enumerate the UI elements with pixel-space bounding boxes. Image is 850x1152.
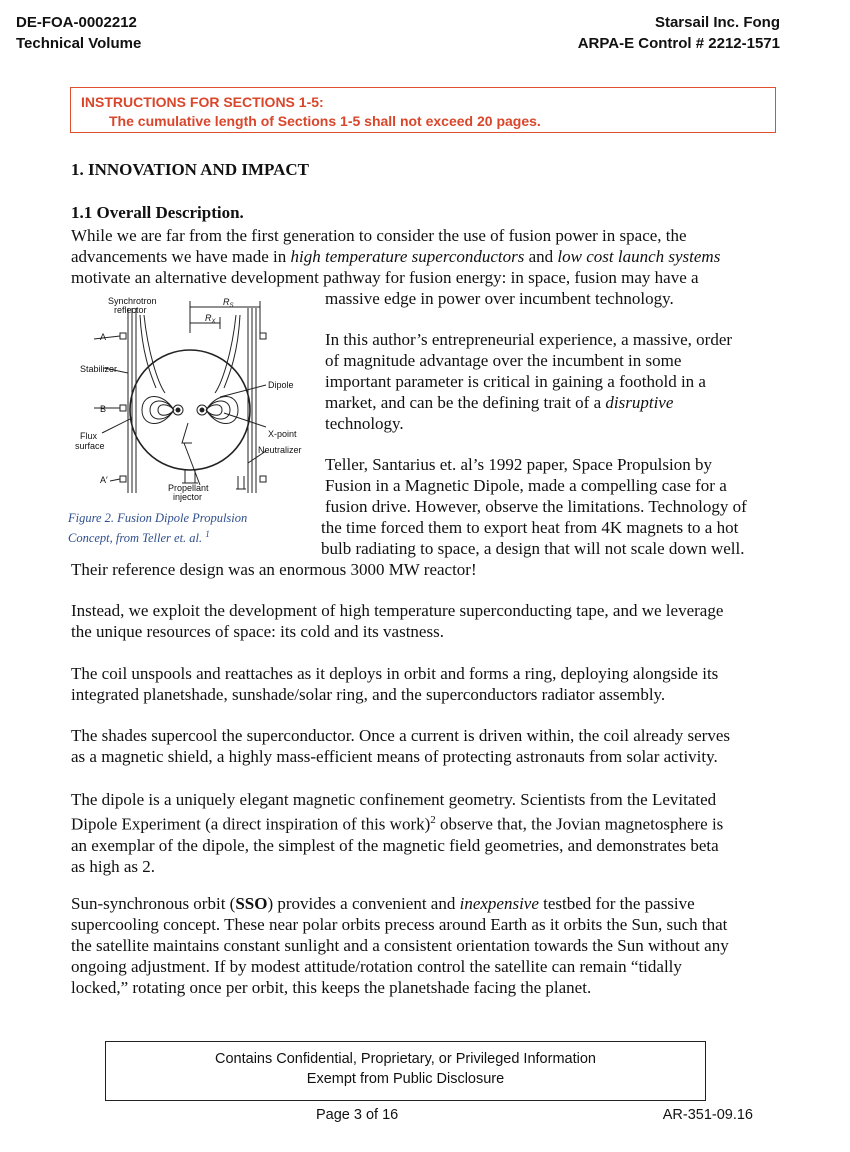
volume-title: Technical Volume	[16, 35, 142, 52]
label-surface: surface	[75, 441, 105, 451]
p1-italic: high temperature superconductors	[290, 247, 525, 266]
p8-line	[71, 893, 729, 914]
label-stabilizer: Stabilizer	[80, 364, 118, 374]
confidential-notice	[105, 1041, 706, 1101]
p8-line: locked,” rotating once per orbit, this keeps the planetshade facing the planet.	[71, 978, 592, 997]
label-xpoint: X-point	[268, 429, 297, 439]
control-number: ARPA-E Control # 2212-1571	[577, 35, 780, 52]
caption-line: Figure 2. Fusion Dipole Propulsion	[68, 511, 248, 525]
p3-line: Teller, Santarius et. al’s 1992 paper, Space Propulsion by	[325, 455, 712, 474]
subsection-heading: 1.1 Overall Description.	[71, 203, 244, 222]
header-right	[578, 12, 780, 54]
p8-line: ongoing adjustment. If by modest attitude/rotation control the satellite can remain “tidally	[71, 957, 682, 976]
section-heading: 1. INNOVATION AND IMPACT	[71, 160, 310, 179]
disclosure-line: Exempt from Public Disclosure	[306, 1071, 505, 1087]
label-rs-sub: S	[229, 303, 234, 309]
label-a: A	[100, 332, 107, 342]
instructions-box	[70, 87, 776, 133]
paragraph-2	[325, 329, 732, 434]
p6-line: The shades supercool the superconductor. Once a current is driven within, the coil already serves	[71, 726, 730, 745]
instructions-title: INSTRUCTIONS FOR SECTIONS 1-5:	[81, 94, 324, 110]
label-a-prime: A′	[100, 475, 108, 485]
p8-bold: SSO	[235, 894, 268, 913]
p1-line: massive edge in power over incumbent technology.	[325, 289, 674, 308]
label-rs-text: R	[223, 297, 230, 307]
p3-line: Their reference design was an enormous 3000 MW reactor!	[71, 560, 477, 579]
foa-number: DE-FOA-0002212	[16, 14, 137, 31]
p3-line: Fusion in a Magnetic Dipole, made a compelling case for a	[325, 476, 727, 495]
p7-footnote: 2	[430, 814, 436, 826]
coil-right-top	[260, 333, 266, 339]
p7-text: Dipole Experiment (a direct inspiration of this work)	[71, 814, 431, 834]
p2-text: market, and can be the defining trait of a	[325, 393, 606, 412]
p2-line: technology.	[325, 414, 404, 433]
coil-a	[120, 333, 126, 339]
p8-italic: inexpensive	[459, 894, 539, 913]
flux-contours-right	[206, 396, 238, 423]
label-rx-text: R	[205, 313, 212, 323]
form-code: AR-351-09.16	[662, 1107, 753, 1123]
label-neutralizer: Neutralizer	[258, 445, 302, 455]
label-injector: injector	[173, 492, 203, 502]
p7-line	[71, 810, 723, 835]
label-flux: Flux	[80, 431, 98, 441]
caption-sup: 1	[205, 529, 210, 539]
p6-line: as a magnetic shield, a highly mass-efficient means of protecting astronauts from solar activity.	[71, 747, 718, 766]
header-left	[16, 12, 141, 54]
p7-line: an exemplar of the dipole, the simplest of the magnetic field geometries, and demonstrates beta	[71, 835, 719, 855]
flux-contours-left	[142, 396, 174, 423]
p3-line: bulb radiating to space, a design that will not scale down well.	[321, 539, 745, 558]
p1-line	[71, 246, 720, 267]
p7-line: The dipole is a uniquely elegant magnetic confinement geometry. Scientists from the Levitated	[71, 790, 717, 809]
label-b: B	[100, 404, 107, 414]
p1-italic: low cost launch systems	[557, 247, 721, 266]
coil-right-bottom	[260, 476, 266, 482]
label-propellant: Propellant	[168, 483, 209, 493]
paragraph-6	[71, 725, 730, 767]
instructions-text: The cumulative length of Sections 1-5 shall not exceed 20 pages.	[109, 113, 541, 129]
p4-line: Instead, we exploit the development of high temperature superconducting tape, and we leverage	[71, 601, 724, 620]
p3-line: the time forced them to export heat from 4K magnets to a hot	[321, 518, 739, 537]
paragraph-7	[71, 789, 723, 877]
chamber-circle	[130, 350, 250, 470]
label-synchrotron: Synchrotron	[108, 296, 157, 306]
p3-line: fusion drive. However, observe the limitations. Technology of	[325, 497, 747, 516]
p5-line: integrated planetshade, sunshade/solar ring, and the superconductors radiator assembly.	[71, 685, 666, 704]
p8-text: ) provides a convenient and	[267, 894, 460, 913]
caption-line	[68, 526, 318, 546]
p2-line: of magnitude advantage over the incumbent in some	[325, 351, 682, 370]
p1-text: and	[524, 247, 558, 266]
p8-text: Sun-synchronous orbit (	[71, 894, 236, 913]
paragraph-5	[71, 663, 718, 705]
p8-text: testbed for the passive	[538, 894, 695, 913]
coil-a-prime	[120, 476, 126, 482]
label-rx-sub: X	[211, 319, 216, 325]
neutralizer	[236, 476, 246, 489]
p2-line: In this author’s entrepreneurial experience, a massive, order	[325, 330, 733, 349]
p8-line: supercooling concept. These near polar orbits precess around Earth as it orbits the Sun, such that	[71, 915, 728, 934]
paragraph-4	[71, 600, 723, 642]
figure-caption	[68, 510, 318, 546]
page-number: Page 3 of 16	[316, 1107, 399, 1123]
p7-line: as high as 2.	[71, 856, 156, 876]
p1-line: While we are far from the first generation to consider the use of fusion power in space, the	[71, 226, 687, 245]
p1-line: motivate an alternative development pathway for fusion energy: in space, fusion may have a	[71, 268, 699, 287]
paragraph-8	[71, 893, 729, 998]
dipole-figure	[70, 293, 310, 503]
p5-line: The coil unspools and reattaches as it deploys in orbit and forms a ring, deploying alongside its	[71, 664, 719, 683]
p8-line: the satellite maintains constant sunlight and a consistent orientation towards the Sun without any	[71, 936, 729, 955]
coil-b	[120, 405, 126, 411]
company-name: Starsail Inc. Fong	[654, 14, 780, 31]
confidential-line: Contains Confidential, Proprietary, or Privileged Information	[215, 1051, 596, 1067]
p2-italic: disruptive	[605, 393, 674, 412]
p1-text: advancements we have made in	[71, 247, 291, 266]
caption-text: Concept, from Teller et. al.	[68, 531, 206, 546]
label-dipole: Dipole	[268, 380, 294, 390]
p7-text: observe that, the Jovian magnetosphere is	[435, 814, 724, 834]
p4-line: the unique resources of space: its cold and its vastness.	[71, 622, 444, 641]
label-reflector: reflector	[114, 305, 147, 315]
p2-line	[325, 392, 732, 413]
p2-line: important parameter is critical in gaining a foothold in a	[325, 372, 706, 391]
